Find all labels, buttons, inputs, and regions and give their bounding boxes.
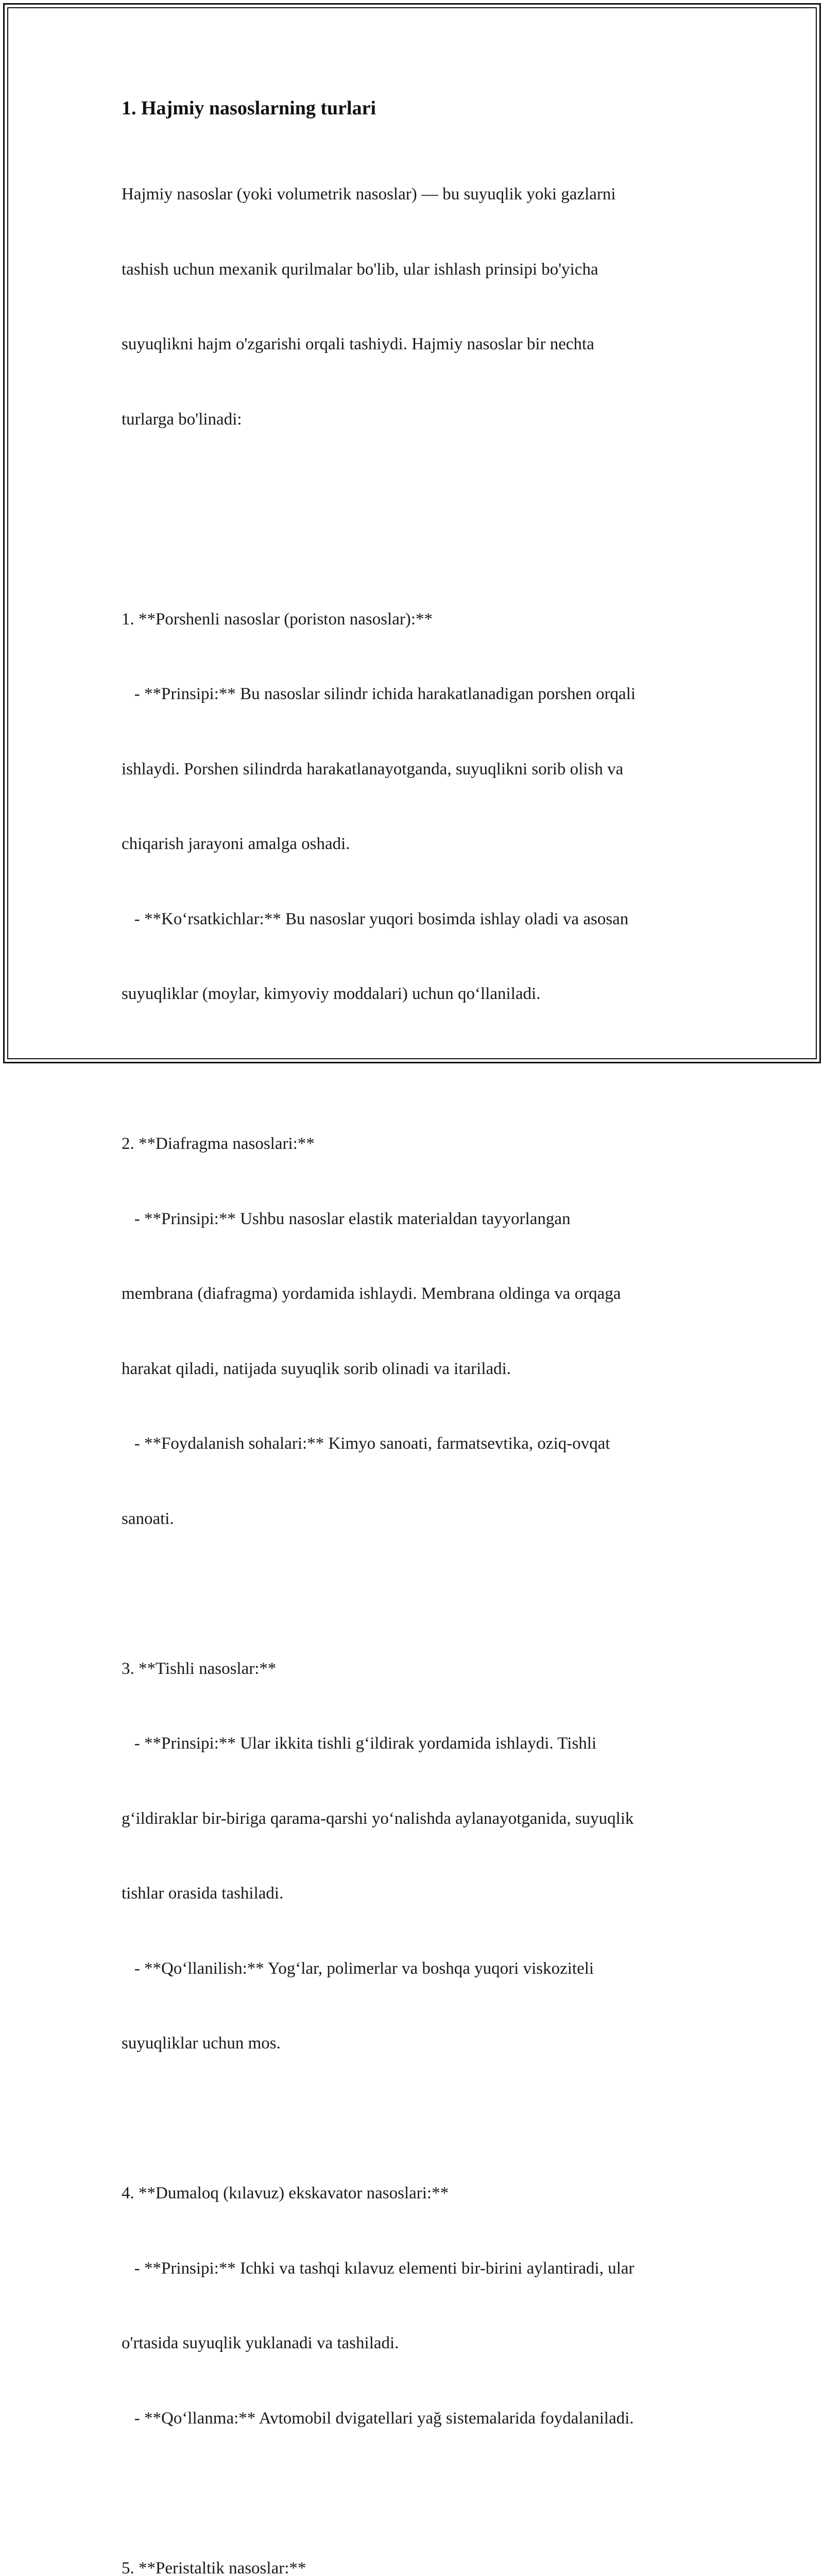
list-item-detail: tishlar orasida tashiladi. — [122, 1881, 703, 1906]
list-item-heading: 1. **Porshenli nasoslar (poriston nasoslar):** — [122, 607, 703, 632]
blank-line — [122, 532, 703, 557]
blank-line — [122, 2481, 703, 2506]
list-item-detail: - **Prinsipi:** Bu nasoslar silindr ichida harakatlanadigan porshen orqali — [122, 682, 703, 707]
intro-line: tashish uchun mexanik qurilmalar bo'lib, ular ishlash prinsipi bo'yicha — [122, 257, 703, 282]
list-item-detail: chiqarish jarayoni amalga oshadi. — [122, 832, 703, 857]
list-item-heading: 4. **Dumaloq (kılavuz) ekskavator nasoslari:** — [122, 2181, 703, 2206]
list-item-detail: - **Prinsipi:** Ular ikkita tishli gʻildirak yordamida ishlaydi. Tishli — [122, 1731, 703, 1756]
list-item-detail: membrana (diafragma) yordamida ishlaydi. Membrana oldinga va orqaga — [122, 1281, 703, 1307]
list-item-detail: o'rtasida suyuqlik yuklanadi va tashiladi. — [122, 2331, 703, 2356]
blank-line — [122, 1581, 703, 1606]
list-item-detail: suyuqliklar uchun mos. — [122, 2031, 703, 2056]
document-body — [122, 96, 703, 2576]
list-item-detail: gʻildiraklar bir-biriga qarama-qarshi yoʻnalishda aylanayotganida, suyuqlik — [122, 1806, 703, 1832]
list-item-detail: - **Qoʻllanma:** Avtomobil dvigatellari yağ sistemalarida foydalaniladi. — [122, 2406, 703, 2431]
list-item-heading: 3. **Tishli nasoslar:** — [122, 1656, 703, 1682]
list-item-heading: 2. **Diafragma nasoslari:** — [122, 1131, 703, 1157]
list-item-detail: - **Koʻrsatkichlar:** Bu nasoslar yuqori bosimda ishlay oladi va asosan — [122, 907, 703, 932]
intro-line: suyuqlikni hajm o'zgarishi orqali tashiydi. Hajmiy nasoslar bir nechta — [122, 332, 703, 357]
list-item-detail: - **Foydalanish sohalari:** Kimyo sanoati, farmatsevtika, oziq-ovqat — [122, 1431, 703, 1456]
list-item-detail: sanoati. — [122, 1506, 703, 1532]
list-item-detail: - **Prinsipi:** Ichki va tashqi kılavuz elementi bir-birini aylantiradi, ular — [122, 2256, 703, 2281]
list-item-detail: harakat qiladi, natijada suyuqlik sorib olinadi va itariladi. — [122, 1357, 703, 1382]
intro-paragraph — [122, 132, 703, 482]
intro-line: turlarga bo'linadi: — [122, 407, 703, 432]
list-item-detail: suyuqliklar (moylar, kimyoviy moddalari) uchun qoʻllaniladi. — [122, 981, 703, 1007]
list-item-detail: - **Prinsipi:** Ushbu nasoslar elastik materialdan tayyorlangan — [122, 1207, 703, 1232]
intro-line: Hajmiy nasoslar (yoki volumetrik nasoslar) — bu suyuqlik yoki gazlarni — [122, 182, 703, 207]
pump-types-list — [122, 482, 703, 2576]
blank-line — [122, 1057, 703, 1082]
list-item-detail: - **Qoʻllanilish:** Yogʻlar, polimerlar va boshqa yuqori viskoziteli — [122, 1956, 703, 1981]
blank-line — [122, 2106, 703, 2131]
page-title: 1. Hajmiy nasoslarning turlari — [122, 96, 703, 121]
list-item-detail: ishlaydi. Porshen silindrda harakatlanayotganda, suyuqlikni sorib olish va — [122, 757, 703, 782]
list-item-heading: 5. **Peristaltik nasoslar:** — [122, 2556, 703, 2576]
